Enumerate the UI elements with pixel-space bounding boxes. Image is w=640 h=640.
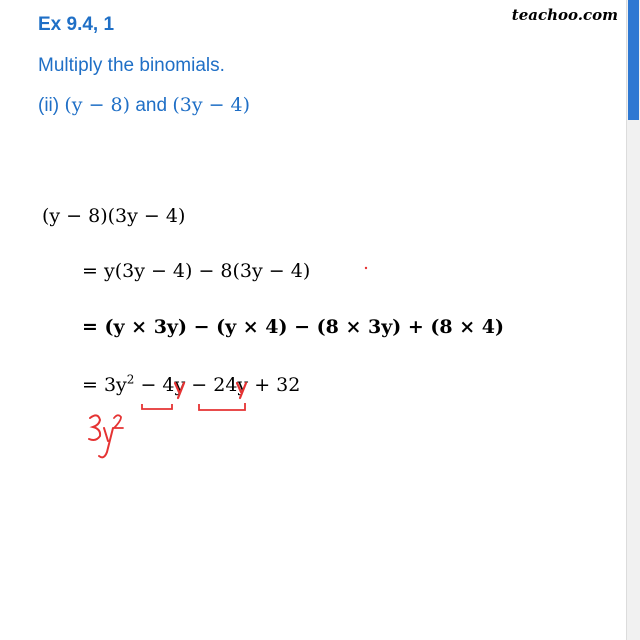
binomial-one: (y − 8): [64, 94, 131, 116]
teachoo-logo: teachoo.com: [511, 6, 618, 24]
result-rest: − 4y − 24y + 32: [134, 374, 301, 396]
result-exponent: 2: [126, 372, 135, 387]
part-label: (ii): [38, 95, 60, 116]
scrollbar-thumb[interactable]: [628, 0, 639, 120]
question-part: [38, 94, 250, 117]
question-instruction: Multiply the binomials.: [38, 55, 225, 76]
step-result: [82, 374, 300, 396]
step-expression: (y − 8)(3y − 4): [42, 205, 186, 227]
step-distribute: = y(3y − 4) − 8(3y − 4): [82, 260, 311, 282]
connector-word: and: [135, 95, 168, 116]
result-lead: = 3y: [82, 374, 127, 396]
step-expand: = (y × 3y) − (y × 4) − (8 × 3y) + (8 × 4): [82, 316, 504, 338]
exercise-title: Ex 9.4, 1: [38, 14, 115, 35]
binomial-two: (3y − 4): [172, 94, 251, 116]
